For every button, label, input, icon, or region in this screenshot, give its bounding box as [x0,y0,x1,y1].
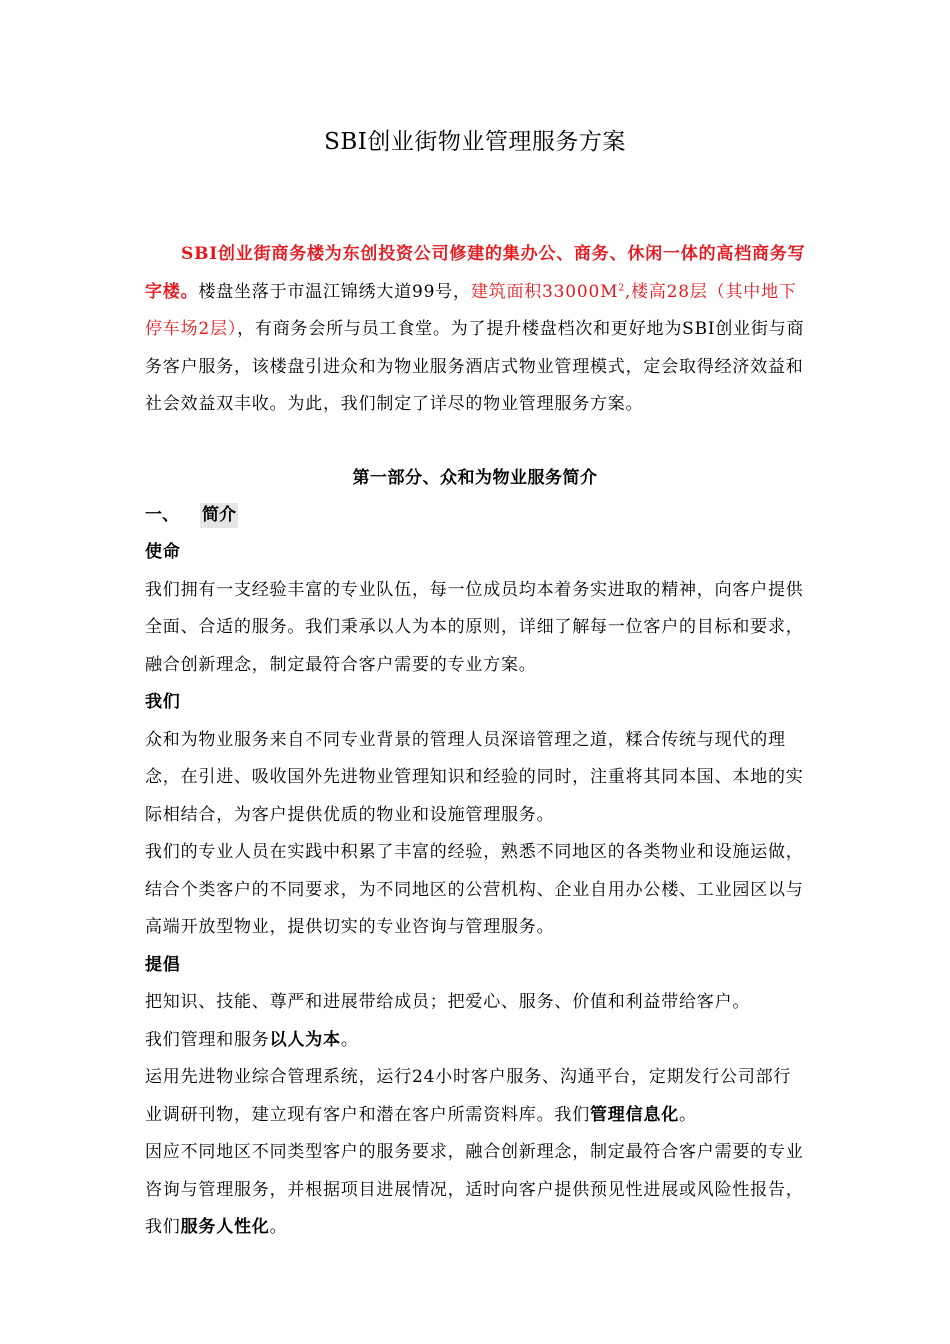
advocate-line-2-emphasis: 以人为本 [269,1029,341,1050]
mission-text: 我们拥有一支经验丰富的专业队伍，每一位成员均本着务实进取的精神，向客户提供全面、合适的服务。我们秉承以人为本的原则，详细了解每一位客户的目标和要求，融合创新理念，制定最符合客户需要的专业方案。 [145,579,804,675]
advocate-line-1: 把知识、技能、尊严和进展带给成员；把爱心、服务、价值和利益带给客户。 [145,992,751,1012]
intro-paragraph [145,236,809,424]
part-heading: 第一部分、众和为物业服务简介 [352,468,598,488]
advocate-line-2 [145,1022,809,1060]
advocate-line-3-text: 运用先进物业综合管理系统，运行24小时客户服务、沟通平台，定期发行公司部行业调研刊物，建立现有客户和潜在客户所需资料库。我们 [145,1067,792,1125]
section-title: 简介 [200,503,238,528]
intro-text-2: ，有商务会所与员工食堂。为了提升楼盘档次和更好地为SBI创业街与商务客户服务，该楼盘引进众和为物业服务酒店式物业管理模式，定会取得经济效益和社会效益双丰收。为此，我们制定了详尽的物业管理服务方案。 [145,319,805,414]
us-text-1: 众和为物业服务来自不同专业背景的管理人员深谙管理之道，糅合传统与现代的理念，在引进、吸收国外先进物业管理知识和经验的同时，注重将其同本国、本地的实际相结合，为客户提供优质的物业和设施管理服务。 [145,729,804,825]
document-title: SBI创业街物业管理服务方案 [324,129,626,155]
intro-area-sup: 2 [618,282,625,293]
intro-highlight: SBI创业街商务楼为东创投资公司修建的集办公、商务、休闲一体的高档商务写字楼。 [145,244,806,302]
intro-area: 建筑面积33000M [470,281,619,302]
intro-floors: ,楼高28层（其中地下停车场2层） [145,281,797,339]
mission-heading: 使命 [145,542,181,562]
us-text-2: 我们的专业人员在实践中积累了丰富的经验，熟悉不同地区的各类物业和设施运做，结合个类客户的不同要求，为不同地区的公营机构、企业自用办公楼、工业园区以与高端开放型物业，提供切实的专业咨询与管理服务。 [145,842,804,937]
advocate-line-4-emphasis: 服务人性化 [180,1217,270,1237]
advocate-line-3-end: 。 [679,1104,697,1125]
advocate-line-2-end: 。 [340,1029,359,1050]
advocate-heading: 提倡 [145,954,181,975]
content-body [145,534,809,1247]
advocate-line-3-emphasis: 管理信息化 [590,1104,679,1125]
advocate-line-2-text: 我们管理和服务 [145,1029,270,1050]
us-heading: 我们 [145,692,181,712]
advocate-line-4-end: 。 [269,1217,288,1237]
section-number: 一、 [145,505,179,525]
intro-text-1: 楼盘坐落于市温江锦绣大道99号， [198,281,471,302]
advocate-line-3 [145,1059,809,1134]
advocate-line-4 [145,1134,809,1247]
advocate-line-4-text: 因应不同地区不同类型客户的服务要求，融合创新理念，制定最符合客户需要的专业咨询与管理服务，并根据项目进展情况，适时向客户提供预见性进展或风险性报告，我们 [145,1142,804,1237]
